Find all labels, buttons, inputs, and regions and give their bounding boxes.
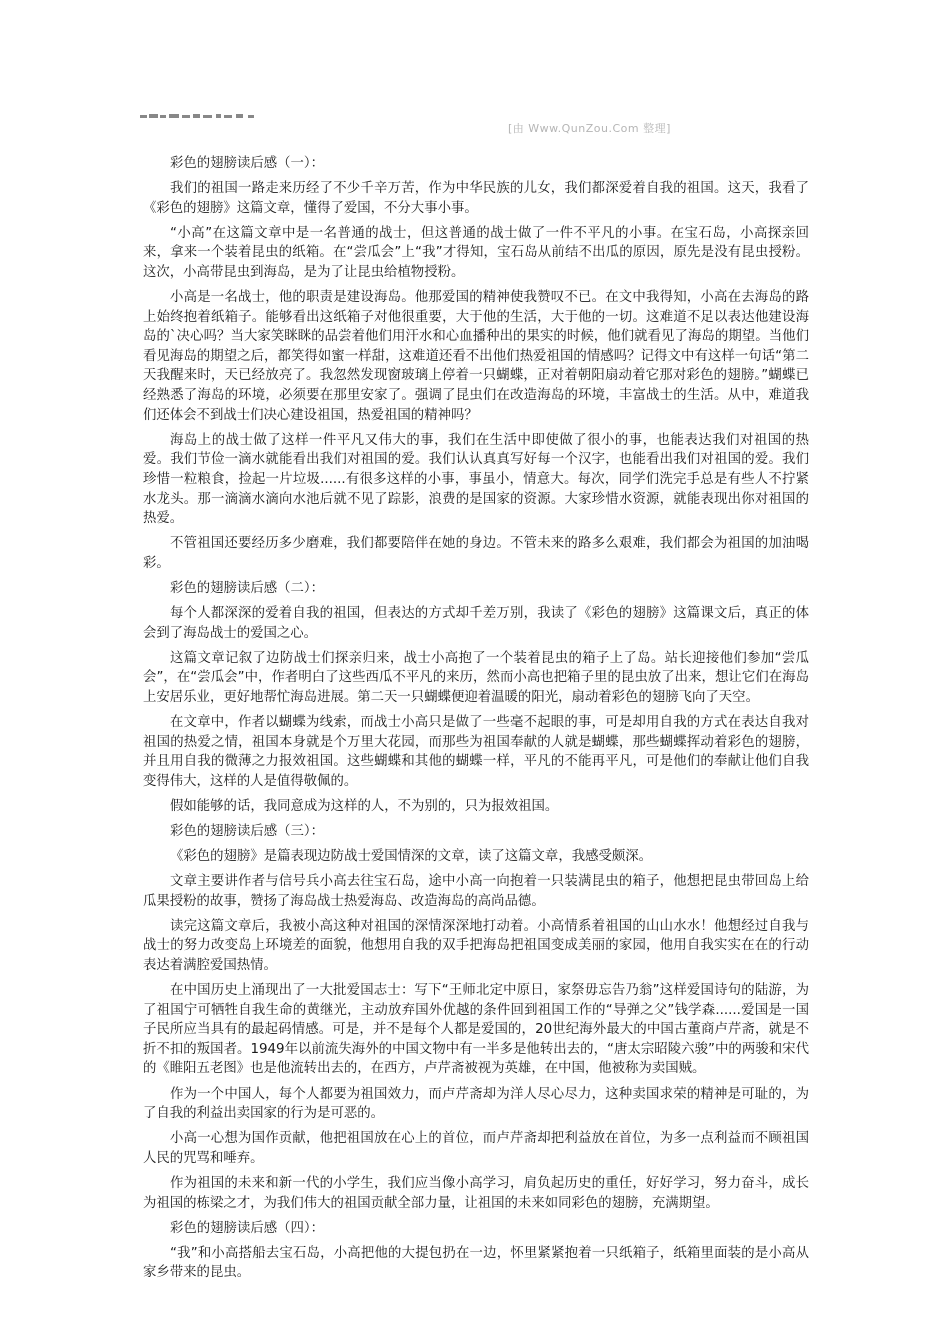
paragraph: 我们的祖国一路走来历经了不少千辛万苦，作为中华民族的儿女，我们都深爱着自我的祖国。这天，我看了《彩色的翅膀》这篇文章，懂得了爱国，不分大事小事。 — [143, 181, 809, 216]
paragraph: 文章主要讲作者与信号兵小高去往宝石岛，途中小高一向抱着一只装满昆虫的箱子，他想把昆虫带回岛上给瓜果授粉的故事，赞扬了海岛战士热爱海岛、改造海岛的高尚品德。 — [143, 874, 809, 909]
section-heading-3: 彩色的翅膀读后感（三）： — [170, 823, 324, 839]
paragraph: 不管祖国还要经历多少磨难，我们都要陪伴在她的身边。不管未来的路多么艰难，我们都会为祖国的加油喝彩。 — [143, 536, 809, 571]
paragraph: 假如能够的话，我同意成为这样的人，不为别的，只为报效祖国。 — [170, 798, 559, 814]
paragraph: 在文章中，作者以蝴蝶为线索，而战士小高只是做了一些毫不起眼的事，可是却用自我的方式在表达自我对祖国的热爱之情，祖国本身就是个万里大花园，而那些为祖国奉献的人就是蝴蝶，那些蝴蝶挥动着彩色的翅膀，并且用自我的微薄之力报效祖国。这些蝴蝶和其他的蝴蝶一样，平凡的不能再平凡，可是他们的奉献让他们自我变得伟大，这样的人是值得敬佩的。 — [143, 714, 809, 789]
paragraph: 小高一心想为国作贡献，他把祖国放在心上的首位，而卢芹斋却把利益放在首位，为多一点利益而不顾祖国人民的咒骂和唾弃。 — [143, 1131, 809, 1166]
paragraph: 这篇文章记叙了边防战士们探亲归来，战士小高抱了一个装着昆虫的箱子上了岛。站长迎接他们参加“尝瓜会”，在“尝瓜会”中，作者明白了这些西瓜不平凡的来历，然而小高也把箱子里的昆虫放了出来，想让它们在海岛上安居乐业，更好地帮忙海岛进展。第二天一只蝴蝶便迎着温暖的阳光，扇动着彩色的翅膀飞向了天空。 — [143, 650, 809, 705]
section-heading-4: 彩色的翅膀读后感（四）： — [170, 1220, 324, 1236]
section-heading-2: 彩色的翅膀读后感（二）： — [170, 580, 324, 596]
paragraph: 在中国历史上涌现出了一大批爱国志士：写下“王师北定中原日，家祭毋忘告乃翁”这样爱国诗句的陆游，为了祖国宁可牺牲自我生命的黄继光，主动放弃国外优越的条件回到祖国工作的“导弹之父”钱学森......爱国是一国子民所应当具有的最起码情感。可是，并不是每个人都是爱国的，20世纪海外最大的中国古董商卢芹斋，就是不折不扣的叛国者。1949年以前流失海外的中国文物中有一半多是他转出去的，“唐太宗昭陵六骏”中的两骏和宋代的《睢阳五老图》也是他流转出去的，在西方，卢芹斋被视为英雄，在中国，他被称为卖国贼。 — [143, 983, 809, 1077]
paragraph: 小高是一名战士，他的职责是建设海岛。他那爱国的精神使我赞叹不已。在文中我得知，小高在去海岛的路上始终抱着纸箱子。能够看出这纸箱子对他很重要，大于他的生活，大于他的一切。这难道不足以表达他建设海岛的`决心吗？当大家笑眯眯的品尝着他们用汗水和心血播种出的果实的时候，他们就看见了海岛的期望。当他们看见海岛的期望之后，都笑得如蜜一样甜，这难道还看不出他们热爱祖国的情感吗？记得文中有这样一句话“第二天我醒来时，天已经放亮了。我忽然发现窗玻璃上停着一只蝴蝶，正对着朝阳扇动着它那对彩色的翅膀。”蝴蝶已经熟悉了海岛的环境，必须要在那里安家了。强调了昆虫们在改造海岛的环境，丰富战士的生活。从中，难道我们还体会不到战士们决心建设祖国，热爱祖国的精神吗？ — [143, 290, 809, 423]
section-heading-1: 彩色的翅膀读后感（一）： — [170, 156, 324, 171]
paragraph: “小高”在这篇文章中是一名普通的战士，但这普通的战士做了一件不平凡的小事。在宝石岛，小高探亲回来，拿来一个装着昆虫的纸箱。在“尝瓜会”上“我”才得知，宝石岛从前结不出瓜的原因，原先是没有昆虫授粉。这次，小高带昆虫到海岛，是为了让昆虫给植物授粉。 — [143, 225, 809, 280]
paragraph: 每个人都深深的爱着自我的祖国，但表达的方式却千差万别，我读了《彩色的翅膀》这篇课文后，真正的体会到了海岛战士的爱国之心。 — [143, 605, 809, 641]
paragraph: 作为一个中国人，每个人都要为祖国效力，而卢芹斋却为洋人尽心尽力，这种卖国求荣的精神是可耻的，为了自我的利益出卖国家的行为是可恶的。 — [143, 1086, 809, 1122]
header-scribble — [140, 112, 290, 122]
paragraph: 作为祖国的未来和新一代的小学生，我们应当像小高学习，肩负起历史的重任，好好学习，努力奋斗，成长为祖国的栋梁之才，为我们伟大的祖国贡献全部力量，让祖国的未来如同彩色的翅膀，充满期望。 — [143, 1175, 809, 1211]
paragraph: 读完这篇文章后，我被小高这种对祖国的深情深深地打动着。小高情系着祖国的山山水水！他想经过自我与战士的努力改变岛上环境差的面貌，他想用自我的双手把海岛把祖国变成美丽的家园，他用自我实实在在的行动表达着满腔爱国热情。 — [143, 918, 809, 973]
paragraph: “我”和小高搭船去宝石岛，小高把他的大提包扔在一边，怀里紧紧抱着一只纸箱子，纸箱里面装的是小高从家乡带来的昆虫。 — [143, 1245, 809, 1281]
watermark: [由 Www.QunZou.Com 整理] — [508, 122, 671, 135]
document-body — [143, 154, 809, 1288]
paragraph: 海岛上的战士做了这样一件平凡又伟大的事，我们在生活中即使做了很小的事，也能表达我们对祖国的热爱。我们节俭一滴水就能看出我们对祖国的爱。我们认认真真写好每一个汉字，也能看出我们对祖国的爱。我们珍惜一粒粮食，捡起一片垃圾......有很多这样的小事，事虽小，情意大。每次，同学们洗完手总是有些人不拧紧水龙头。那一滴滴水滴向水池后就不见了踪影，浪费的是国家的资源。大家珍惜水资源，就能表现出你对祖国的热爱。 — [143, 432, 809, 527]
paragraph: 《彩色的翅膀》是篇表现边防战士爱国情深的文章，读了这篇文章，我感受颇深。 — [170, 849, 653, 864]
